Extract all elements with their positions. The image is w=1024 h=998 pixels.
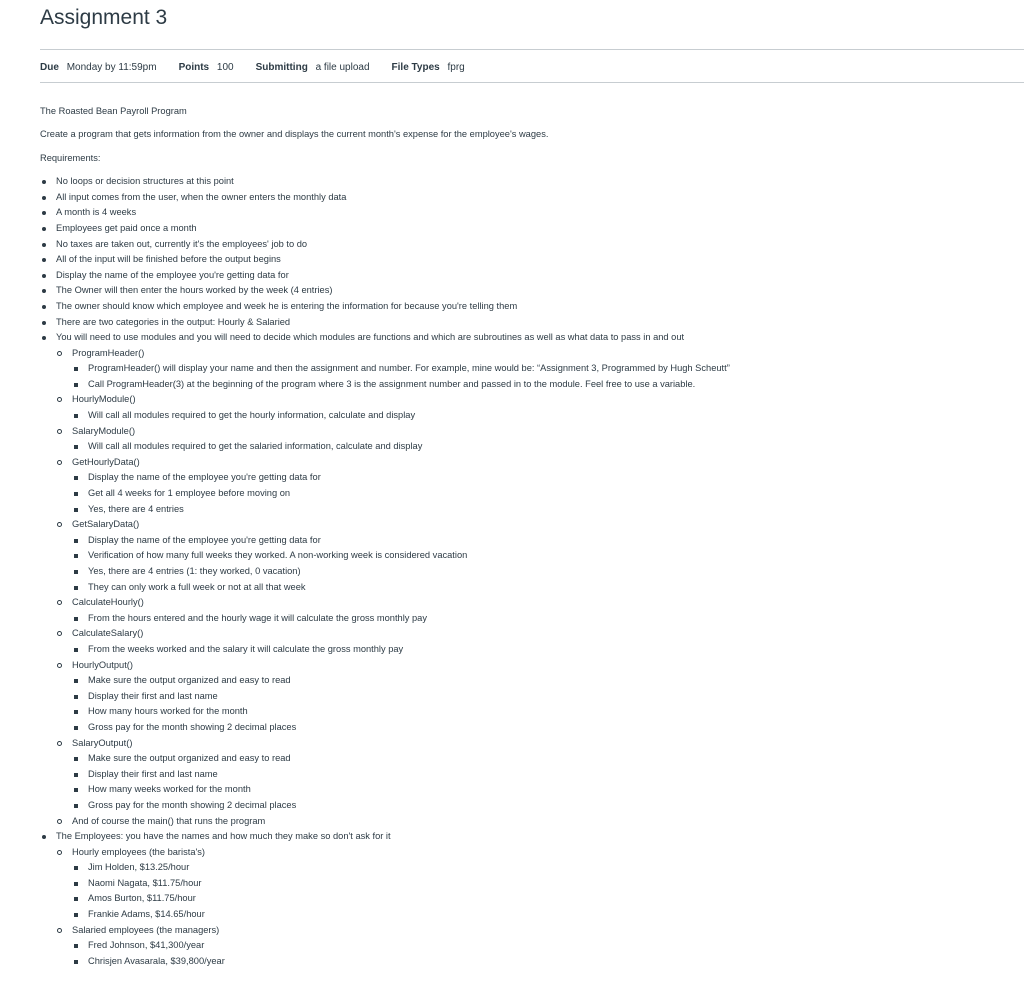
module-item — [56, 595, 1000, 626]
module-item — [56, 736, 1000, 814]
points-label: Points — [178, 61, 210, 73]
list-item: From the weeks worked and the salary it will calculate the gross monthly pay — [72, 642, 1000, 658]
employees-intro: The Employees: you have the names and how much they make so don't ask for it — [56, 831, 391, 842]
employee-groups — [56, 845, 1000, 970]
employee-group — [56, 923, 1000, 970]
employee-list — [72, 860, 1000, 922]
list-item: Jim Holden, $13.25/hour — [72, 860, 1000, 876]
list-item: Amos Burton, $11.75/hour — [72, 891, 1000, 907]
module-item — [56, 392, 1000, 423]
list-item: They can only work a full week or not at all that week — [72, 580, 1000, 596]
modules-requirement — [40, 330, 1000, 829]
module-details — [72, 361, 1000, 392]
file-types-info — [392, 62, 465, 73]
assignment-description — [40, 104, 1000, 969]
module-item — [56, 517, 1000, 595]
module-item — [56, 346, 1000, 393]
module-name: SalaryModule() — [72, 425, 136, 436]
list-item: How many weeks worked for the month — [72, 782, 1000, 798]
list-item: Yes, there are 4 entries (1: they worked, 0 vacation) — [72, 564, 1000, 580]
module-name: ProgramHeader() — [72, 347, 145, 358]
list-item: There are two categories in the output: Hourly & Salaried — [40, 315, 1000, 331]
module-name: GetSalaryData() — [72, 519, 140, 530]
list-item: No taxes are taken out, currently it's the employees' job to do — [40, 237, 1000, 253]
module-details — [72, 642, 1000, 658]
program-intro: Create a program that gets information from the owner and displays the current month's expense for the employee's wages. — [40, 129, 549, 140]
list-item: Employees get paid once a month — [40, 221, 1000, 237]
list-item: Naomi Nagata, $11.75/hour — [72, 876, 1000, 892]
submitting-label: Submitting — [255, 61, 308, 73]
list-item: Call ProgramHeader(3) at the beginning of the program where 3 is the assignment number and passed in to the module. Feel free to use a variable. — [72, 377, 1000, 393]
employee-group-name: Salaried employees (the managers) — [72, 924, 220, 935]
list-item: From the hours entered and the hourly wage it will calculate the gross monthly pay — [72, 611, 1000, 627]
assignment-details — [40, 60, 487, 74]
list-item: Display their first and last name — [72, 689, 1000, 705]
page-title: Assignment 3 — [40, 6, 168, 29]
list-item: Chrisjen Avasarala, $39,800/year — [72, 954, 1000, 970]
list-item: Gross pay for the month showing 2 decimal places — [72, 720, 1000, 736]
employee-list — [72, 938, 1000, 969]
submitting-info — [256, 62, 370, 73]
list-item: Will call all modules required to get the hourly information, calculate and display — [72, 408, 1000, 424]
module-details — [72, 439, 1000, 455]
module-details — [72, 408, 1000, 424]
list-item: Gross pay for the month showing 2 decimal places — [72, 798, 1000, 814]
list-item: Display the name of the employee you're getting data for — [72, 533, 1000, 549]
module-item — [56, 424, 1000, 455]
module-details — [72, 751, 1000, 813]
module-name: And of course the main() that runs the program — [72, 815, 266, 826]
submitting-value: a file upload — [315, 61, 370, 73]
employee-group — [56, 845, 1000, 923]
list-item: The owner should know which employee and week he is entering the information for because you're telling them — [40, 299, 1000, 315]
list-item: A month is 4 weeks — [40, 205, 1000, 221]
list-item: All input comes from the user, when the owner enters the monthly data — [40, 190, 1000, 206]
requirements-label: Requirements: — [40, 152, 101, 163]
modules-list — [56, 346, 1000, 829]
file-types-value: fprg — [447, 61, 465, 73]
list-item: Display the name of the employee you're getting data for — [72, 470, 1000, 486]
list-item: ProgramHeader() will display your name and then the assignment and number. For example, mine would be: “Assignment 3, Programmed by Hugh Scheutt” — [72, 361, 1000, 377]
list-item: All of the input will be finished before the output begins — [40, 252, 1000, 268]
list-item: Make sure the output organized and easy to read — [72, 673, 1000, 689]
module-name: GetHourlyData() — [72, 456, 140, 467]
module-name: CalculateHourly() — [72, 597, 144, 608]
module-details — [72, 470, 1000, 517]
due-info — [40, 62, 157, 73]
points-info — [179, 62, 234, 73]
list-item: The Owner will then enter the hours worked by the week (4 entries) — [40, 283, 1000, 299]
points-value: 100 — [216, 61, 234, 73]
due-value: Monday by 11:59pm — [66, 61, 157, 73]
module-item — [56, 455, 1000, 517]
list-item: Display their first and last name — [72, 767, 1000, 783]
module-details — [72, 533, 1000, 595]
list-item: Display the name of the employee you're getting data for — [40, 268, 1000, 284]
requirements-list — [40, 174, 1000, 969]
list-item: Will call all modules required to get the salaried information, calculate and display — [72, 439, 1000, 455]
due-label: Due — [40, 61, 59, 73]
employee-group-name: Hourly employees (the barista's) — [72, 846, 206, 857]
divider — [40, 82, 1024, 83]
list-item: Make sure the output organized and easy to read — [72, 751, 1000, 767]
module-item — [56, 626, 1000, 657]
module-name: CalculateSalary() — [72, 628, 144, 639]
list-item: Get all 4 weeks for 1 employee before moving on — [72, 486, 1000, 502]
list-item: Frankie Adams, $14.65/hour — [72, 907, 1000, 923]
divider — [40, 49, 1024, 50]
module-item — [56, 658, 1000, 736]
list-item: Yes, there are 4 entries — [72, 502, 1000, 518]
module-details — [72, 611, 1000, 627]
file-types-label: File Types — [391, 61, 440, 73]
employees-requirement — [40, 829, 1000, 969]
list-item: Verification of how many full weeks they worked. A non-working week is considered vacation — [72, 548, 1000, 564]
modules-intro: You will need to use modules and you will need to decide which modules are functions and which are subroutines as well as what data to pass in and out — [56, 332, 685, 343]
module-details — [72, 673, 1000, 735]
module-item — [56, 814, 1000, 830]
list-item: Fred Johnson, $41,300/year — [72, 938, 1000, 954]
list-item: How many hours worked for the month — [72, 704, 1000, 720]
module-name: HourlyModule() — [72, 394, 136, 405]
module-name: HourlyOutput() — [72, 659, 133, 670]
module-name: SalaryOutput() — [72, 737, 133, 748]
list-item: No loops or decision structures at this point — [40, 174, 1000, 190]
program-heading: The Roasted Bean Payroll Program — [40, 106, 187, 116]
